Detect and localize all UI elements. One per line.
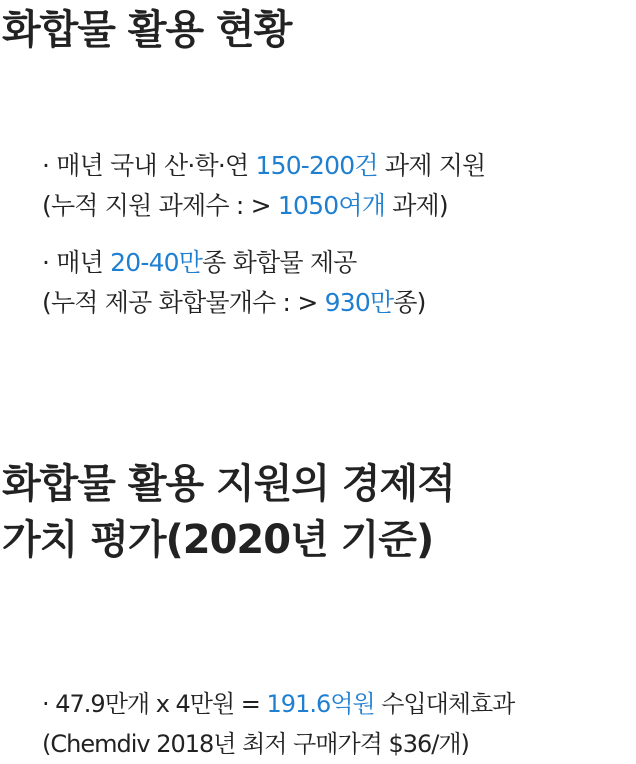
compounds-annual-line: · 매년 20-40만종 화합물 제공 xyxy=(42,248,357,277)
cumulative-compounds-value: 930만 xyxy=(324,288,394,317)
economic-title-line-2: 가치 평가(2020년 기준) xyxy=(2,517,434,563)
usage-item-projects xyxy=(42,146,485,226)
import-substitution-value: 191.6억원 xyxy=(266,690,375,718)
section-title-economic-value xyxy=(2,456,455,568)
economic-basis-note: (Chemdiv 2018년 최저 구매가격 $36/개) xyxy=(42,730,469,758)
projects-annual-line: · 매년 국내 산·학·연 150-200건 과제 지원 xyxy=(42,151,486,180)
annual-projects-value: 150-200건 xyxy=(255,151,378,180)
economic-title-line-1: 화합물 활용 지원의 경제적 xyxy=(2,461,455,507)
annual-compounds-value: 20-40만 xyxy=(110,248,203,277)
projects-cumulative-line: (누적 지원 과제수 : > 1050여개 과제) xyxy=(42,191,448,220)
compounds-cumulative-line: (누적 제공 화합물개수 : > 930만종) xyxy=(42,288,426,317)
cumulative-projects-value: 1050여개 xyxy=(277,191,386,220)
section-title-usage-status: 화합물 활용 현황 xyxy=(2,7,292,53)
economic-value-item xyxy=(42,684,514,764)
economic-calculation-line: · 47.9만개 x 4만원 = 191.6억원 수입대체효과 xyxy=(42,690,515,718)
usage-item-compounds xyxy=(42,243,426,323)
